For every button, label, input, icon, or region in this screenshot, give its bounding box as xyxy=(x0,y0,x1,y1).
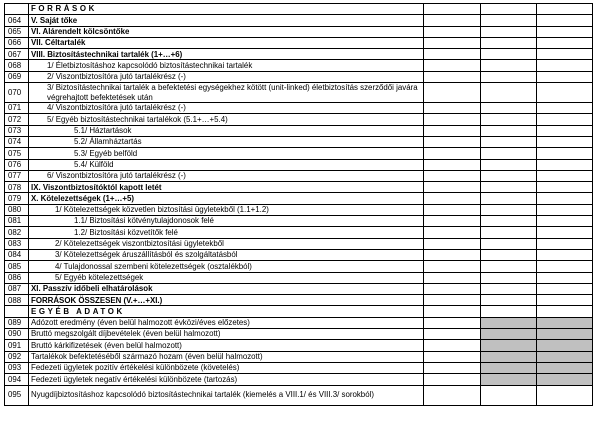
value-cell[interactable] xyxy=(481,136,537,147)
row-label: VIII. Biztosítástechnikai tartalék (1+…+6) xyxy=(29,49,424,60)
row-code: 088 xyxy=(5,295,29,306)
value-cell[interactable] xyxy=(481,272,537,283)
value-cell[interactable] xyxy=(424,182,481,193)
row-label: 4/ Viszontbiztosítóra jutó tartalékrész (-) xyxy=(29,103,424,114)
table-row xyxy=(5,15,593,26)
table-row xyxy=(5,37,593,48)
table-row xyxy=(5,193,593,204)
row-label: 2/ Kötelezettségek viszontbiztosítási ügyletekből xyxy=(29,238,424,249)
value-cell[interactable] xyxy=(424,329,481,340)
disabled-value-cell xyxy=(537,362,593,373)
table-row xyxy=(5,351,593,362)
value-cell[interactable] xyxy=(537,385,593,405)
row-label: Nyugdíjbiztosításhoz kapcsolódó biztosítástechnikai tartalék (kiemelés a VIII.1/ és VIII.3/ sorokból) xyxy=(29,385,424,405)
row-label: V. Saját tőke xyxy=(29,15,424,26)
value-cell[interactable] xyxy=(537,249,593,260)
disabled-value-cell xyxy=(481,317,537,328)
table-row xyxy=(5,329,593,340)
row-code: 066 xyxy=(5,37,29,48)
section-header-row xyxy=(5,306,593,317)
table-row xyxy=(5,317,593,328)
row-code: 095 xyxy=(5,385,29,405)
table-row xyxy=(5,170,593,181)
row-code: 071 xyxy=(5,103,29,114)
value-cell[interactable] xyxy=(537,272,593,283)
row-code: 084 xyxy=(5,249,29,260)
value-cell[interactable] xyxy=(537,238,593,249)
row-code: 065 xyxy=(5,26,29,37)
balance-sheet-table xyxy=(4,3,593,406)
value-cell[interactable] xyxy=(537,182,593,193)
value-cell[interactable] xyxy=(424,340,481,351)
table-row xyxy=(5,362,593,373)
table-row xyxy=(5,136,593,147)
row-label: 1/ Kötelezettségek közvetlen biztosítási ügyletekből (1.1+1.2) xyxy=(29,204,424,215)
row-label: Tartalékok befektetéséből származó hozam (éven belül halmozott) xyxy=(29,351,424,362)
code-cell xyxy=(5,306,29,317)
value-cell[interactable] xyxy=(424,15,481,26)
row-code: 078 xyxy=(5,182,29,193)
value-cell[interactable] xyxy=(481,204,537,215)
table-row xyxy=(5,125,593,136)
value-cell[interactable] xyxy=(424,238,481,249)
value-cell[interactable] xyxy=(481,227,537,238)
value-cell[interactable] xyxy=(424,204,481,215)
value-cell[interactable] xyxy=(481,15,537,26)
disabled-value-cell xyxy=(481,351,537,362)
value-cell[interactable] xyxy=(537,4,593,15)
row-label: FORRÁSOK ÖSSZESEN (V.+…+XI.) xyxy=(29,295,424,306)
value-cell[interactable] xyxy=(537,283,593,294)
value-cell[interactable] xyxy=(481,37,537,48)
table-row xyxy=(5,114,593,125)
value-cell[interactable] xyxy=(424,351,481,362)
disabled-value-cell xyxy=(537,317,593,328)
value-cell[interactable] xyxy=(424,159,481,170)
disabled-value-cell xyxy=(481,374,537,385)
value-cell[interactable] xyxy=(424,306,481,317)
value-cell[interactable] xyxy=(537,71,593,82)
value-cell[interactable] xyxy=(424,4,481,15)
row-code: 079 xyxy=(5,193,29,204)
value-cell[interactable] xyxy=(481,49,537,60)
row-code: 076 xyxy=(5,159,29,170)
table-row xyxy=(5,374,593,385)
row-label: Bruttó megszolgált díjbevételek (éven belül halmozott) xyxy=(29,329,424,340)
value-cell[interactable] xyxy=(424,295,481,306)
row-label: 1.2/ Biztosítási közvetítők felé xyxy=(29,227,424,238)
value-cell[interactable] xyxy=(537,306,593,317)
value-cell[interactable] xyxy=(424,136,481,147)
value-cell[interactable] xyxy=(424,71,481,82)
value-cell[interactable] xyxy=(481,159,537,170)
section-header-row xyxy=(5,4,593,15)
value-cell[interactable] xyxy=(481,216,537,227)
row-label: X. Kötelezettségek (1+…+5) xyxy=(29,193,424,204)
row-label: Fedezeti ügyletek negatív értékelési különbözete (tartozás) xyxy=(29,374,424,385)
value-cell[interactable] xyxy=(424,261,481,272)
table-row xyxy=(5,295,593,306)
value-cell[interactable] xyxy=(537,159,593,170)
row-code: 087 xyxy=(5,283,29,294)
table-row xyxy=(5,249,593,260)
value-cell[interactable] xyxy=(481,306,537,317)
value-cell[interactable] xyxy=(537,114,593,125)
value-cell[interactable] xyxy=(537,261,593,272)
row-label: Adózott eredmény (éven belül halmozott évközi/éves előzetes) xyxy=(29,317,424,328)
value-cell[interactable] xyxy=(481,71,537,82)
value-cell[interactable] xyxy=(424,374,481,385)
row-label: 1/ Életbiztosításhoz kapcsolódó biztosítástechnikai tartalék xyxy=(29,60,424,71)
value-cell[interactable] xyxy=(481,103,537,114)
row-label: Fedezeti ügyletek pozitív értékelési különbözete (követelés) xyxy=(29,362,424,373)
table-row xyxy=(5,159,593,170)
row-label: XI. Passzív időbeli elhatárolások xyxy=(29,283,424,294)
row-label: VI. Alárendelt kölcsöntőke xyxy=(29,26,424,37)
value-cell[interactable] xyxy=(424,114,481,125)
code-cell xyxy=(5,4,29,15)
value-cell[interactable] xyxy=(537,49,593,60)
value-cell[interactable] xyxy=(481,83,537,103)
section-header-label: EGYÉB ADATOK xyxy=(29,306,424,317)
disabled-value-cell xyxy=(537,340,593,351)
value-cell[interactable] xyxy=(424,60,481,71)
table-row xyxy=(5,272,593,283)
row-label: 1.1/ Biztosítási kötvénytulajdonosok felé xyxy=(29,216,424,227)
row-code: 067 xyxy=(5,49,29,60)
row-code: 086 xyxy=(5,272,29,283)
value-cell[interactable] xyxy=(424,385,481,405)
value-cell[interactable] xyxy=(537,103,593,114)
row-code: 077 xyxy=(5,170,29,181)
row-code: 092 xyxy=(5,351,29,362)
value-cell[interactable] xyxy=(424,37,481,48)
value-cell[interactable] xyxy=(424,227,481,238)
table-row xyxy=(5,216,593,227)
table-row xyxy=(5,227,593,238)
table-row xyxy=(5,283,593,294)
row-code: 069 xyxy=(5,71,29,82)
table-row xyxy=(5,385,593,405)
value-cell[interactable] xyxy=(537,295,593,306)
value-cell[interactable] xyxy=(424,148,481,159)
row-code: 070 xyxy=(5,83,29,103)
row-code: 093 xyxy=(5,362,29,373)
value-cell[interactable] xyxy=(537,60,593,71)
value-cell[interactable] xyxy=(481,170,537,181)
value-cell[interactable] xyxy=(481,114,537,125)
value-cell[interactable] xyxy=(481,283,537,294)
row-label: 5.2/ Államháztartás xyxy=(29,136,424,147)
row-label: 5.3/ Egyéb belföld xyxy=(29,148,424,159)
value-cell[interactable] xyxy=(537,37,593,48)
disabled-value-cell xyxy=(481,329,537,340)
value-cell[interactable] xyxy=(424,216,481,227)
value-cell[interactable] xyxy=(481,4,537,15)
value-cell[interactable] xyxy=(424,26,481,37)
row-code: 080 xyxy=(5,204,29,215)
row-code: 089 xyxy=(5,317,29,328)
row-label: 6/ Viszontbiztosítóra jutó tartalékrész (-) xyxy=(29,170,424,181)
row-code: 064 xyxy=(5,15,29,26)
value-cell[interactable] xyxy=(537,148,593,159)
row-label: 3/ Kötelezettségek áruszállításból és szolgáltatásból xyxy=(29,249,424,260)
table-row xyxy=(5,340,593,351)
value-cell[interactable] xyxy=(424,249,481,260)
value-cell[interactable] xyxy=(424,170,481,181)
value-cell[interactable] xyxy=(424,49,481,60)
table-row xyxy=(5,26,593,37)
disabled-value-cell xyxy=(537,329,593,340)
value-cell[interactable] xyxy=(481,148,537,159)
table-row xyxy=(5,83,593,103)
row-code: 068 xyxy=(5,60,29,71)
value-cell[interactable] xyxy=(537,136,593,147)
table-row xyxy=(5,204,593,215)
row-code: 081 xyxy=(5,216,29,227)
row-code: 085 xyxy=(5,261,29,272)
value-cell[interactable] xyxy=(481,238,537,249)
row-label: 5.4/ Külföld xyxy=(29,159,424,170)
row-code: 072 xyxy=(5,114,29,125)
value-cell[interactable] xyxy=(537,193,593,204)
row-label: Bruttó kárkifizetések (éven belül halmozott) xyxy=(29,340,424,351)
row-code: 082 xyxy=(5,227,29,238)
table-row xyxy=(5,238,593,249)
value-cell[interactable] xyxy=(424,272,481,283)
table-row xyxy=(5,71,593,82)
value-cell[interactable] xyxy=(424,103,481,114)
value-cell[interactable] xyxy=(537,170,593,181)
row-label: 3/ Biztosítástechnikai tartalék a befektetési egységekhez kötött (unit-linked) életbiztosítás szerződői javára végrehajtott befektetések után xyxy=(29,83,424,103)
row-code: 094 xyxy=(5,374,29,385)
disabled-value-cell xyxy=(537,351,593,362)
value-cell[interactable] xyxy=(481,385,537,405)
table-row xyxy=(5,60,593,71)
value-cell[interactable] xyxy=(537,227,593,238)
table-row xyxy=(5,49,593,60)
table-row xyxy=(5,103,593,114)
disabled-value-cell xyxy=(481,340,537,351)
table-row xyxy=(5,182,593,193)
section-header-label: FORRÁSOK xyxy=(29,4,424,15)
row-label: 5/ Egyéb biztosítástechnikai tartalékok (5.1+…+5.4) xyxy=(29,114,424,125)
value-cell[interactable] xyxy=(481,249,537,260)
row-code: 075 xyxy=(5,148,29,159)
value-cell[interactable] xyxy=(481,60,537,71)
value-cell[interactable] xyxy=(424,125,481,136)
disabled-value-cell xyxy=(537,374,593,385)
table-row xyxy=(5,148,593,159)
value-cell[interactable] xyxy=(481,193,537,204)
row-code: 073 xyxy=(5,125,29,136)
table-row xyxy=(5,261,593,272)
value-cell[interactable] xyxy=(537,15,593,26)
value-cell[interactable] xyxy=(481,125,537,136)
value-cell[interactable] xyxy=(481,26,537,37)
value-cell[interactable] xyxy=(537,83,593,103)
value-cell[interactable] xyxy=(424,362,481,373)
value-cell[interactable] xyxy=(424,283,481,294)
row-code: 091 xyxy=(5,340,29,351)
row-code: 083 xyxy=(5,238,29,249)
value-cell[interactable] xyxy=(424,317,481,328)
value-cell[interactable] xyxy=(481,182,537,193)
value-cell[interactable] xyxy=(424,193,481,204)
value-cell[interactable] xyxy=(537,216,593,227)
value-cell[interactable] xyxy=(424,83,481,103)
row-label: 2/ Viszontbiztosítóra jutó tartalékrész (-) xyxy=(29,71,424,82)
value-cell[interactable] xyxy=(481,295,537,306)
row-code: 074 xyxy=(5,136,29,147)
row-label: IX. Viszontbiztosítóktól kapott letét xyxy=(29,182,424,193)
value-cell[interactable] xyxy=(537,204,593,215)
row-label: VII. Céltartalék xyxy=(29,37,424,48)
value-cell[interactable] xyxy=(537,26,593,37)
value-cell[interactable] xyxy=(537,125,593,136)
row-label: 5/ Egyéb kötelezettségek xyxy=(29,272,424,283)
row-label: 5.1/ Háztartások xyxy=(29,125,424,136)
disabled-value-cell xyxy=(481,362,537,373)
row-label: 4/ Tulajdonossal szembeni kötelezettségek (osztalékból) xyxy=(29,261,424,272)
value-cell[interactable] xyxy=(481,261,537,272)
row-code: 090 xyxy=(5,329,29,340)
